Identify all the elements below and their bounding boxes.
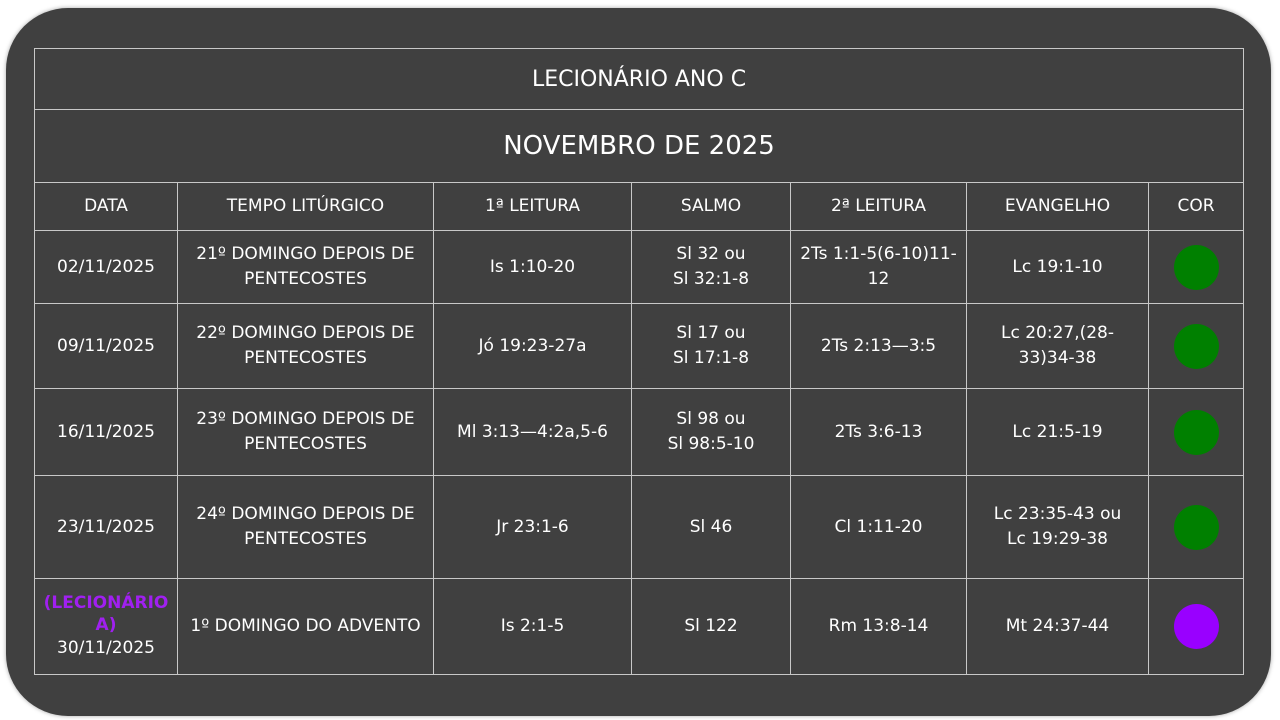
cell-line: Sl 122 <box>684 616 738 636</box>
cell-line: Sl 32:1-8 <box>672 269 750 289</box>
liturgical-color-swatch <box>1174 324 1219 369</box>
gospel-cell <box>967 579 1149 675</box>
month-title: NOVEMBRO DE 2025 <box>35 110 1244 183</box>
table-row <box>35 389 1244 476</box>
cell-line: Sl 98 ou <box>676 409 746 429</box>
cell-line: Sl 32 ou <box>676 244 746 264</box>
header-second-reading: 2ª LEITURA <box>791 183 967 231</box>
season-cell: 21º DOMINGO DEPOIS DE PENTECOSTES <box>178 231 434 304</box>
first-reading-cell: Jr 23:1-6 <box>434 476 632 579</box>
date-value: 09/11/2025 <box>57 335 155 356</box>
liturgical-color-swatch <box>1174 604 1219 649</box>
second-reading-cell: Cl 1:11-20 <box>791 476 967 579</box>
header-psalm: SALMO <box>632 183 791 231</box>
header-first-reading: 1ª LEITURA <box>434 183 632 231</box>
psalm-cell <box>632 389 791 476</box>
lectionary-table <box>34 48 1244 675</box>
month-row <box>35 110 1244 183</box>
cell-line: Sl 46 <box>689 516 733 537</box>
first-reading-cell: Ml 3:13—4:2a,5-6 <box>434 389 632 476</box>
liturgical-color-swatch <box>1174 245 1219 290</box>
gospel-cell <box>967 389 1149 476</box>
cell-line: Lc 23:35-43 ou <box>993 504 1122 524</box>
liturgical-color-swatch <box>1174 505 1219 550</box>
table-body <box>35 231 1244 675</box>
date-value: 02/11/2025 <box>57 256 155 277</box>
psalm-cell <box>632 476 791 579</box>
cell-line: Mt 24:37-44 <box>1005 616 1110 636</box>
season-cell: 23º DOMINGO DEPOIS DE PENTECOSTES <box>178 389 434 476</box>
second-reading-cell: 2Ts 2:13—3:5 <box>791 304 967 389</box>
cell-line: Sl 17 ou <box>676 323 746 343</box>
psalm-cell <box>632 304 791 389</box>
cell-line: Lc 21:5-19 <box>1012 421 1103 442</box>
first-reading-cell: Jó 19:23-27a <box>434 304 632 389</box>
first-reading-cell: Is 1:10-20 <box>434 231 632 304</box>
color-cell <box>1149 389 1244 476</box>
date-cell <box>35 476 178 579</box>
color-cell <box>1149 476 1244 579</box>
season-cell: 22º DOMINGO DEPOIS DE PENTECOSTES <box>178 304 434 389</box>
color-cell <box>1149 579 1244 675</box>
date-cell <box>35 304 178 389</box>
header-gospel: EVANGELHO <box>967 183 1149 231</box>
table-title: LECIONÁRIO ANO C <box>35 49 1244 110</box>
cell-line: Lc 19:29-38 <box>1007 529 1108 549</box>
second-reading-cell: 2Ts 1:1-5(6-10)11-12 <box>791 231 967 304</box>
psalm-cell <box>632 579 791 675</box>
cell-line: Sl 17:1-8 <box>672 348 750 368</box>
date-value: 16/11/2025 <box>57 421 155 442</box>
header-row <box>35 183 1244 231</box>
gospel-cell <box>967 476 1149 579</box>
season-cell: 1º DOMINGO DO ADVENTO <box>178 579 434 675</box>
cell-line: Lc 19:1-10 <box>1012 256 1103 277</box>
gospel-cell <box>967 304 1149 389</box>
date-cell <box>35 231 178 304</box>
table-row <box>35 579 1244 675</box>
lectionary-note: (LECIONÁRIO A) <box>43 593 169 635</box>
title-row <box>35 49 1244 110</box>
table-row <box>35 304 1244 389</box>
second-reading-cell: Rm 13:8-14 <box>791 579 967 675</box>
second-reading-cell: 2Ts 3:6-13 <box>791 389 967 476</box>
table-row <box>35 476 1244 579</box>
cell-line: Lc 20:27,(28-33)34-38 <box>1000 323 1114 368</box>
date-cell <box>35 389 178 476</box>
cell-line: Sl 98:5-10 <box>667 434 755 454</box>
date-value: 30/11/2025 <box>57 638 155 658</box>
color-cell <box>1149 231 1244 304</box>
header-date: DATA <box>35 183 178 231</box>
table-row <box>35 231 1244 304</box>
season-cell: 24º DOMINGO DEPOIS DE PENTECOSTES <box>178 476 434 579</box>
first-reading-cell: Is 2:1-5 <box>434 579 632 675</box>
gospel-cell <box>967 231 1149 304</box>
liturgical-color-swatch <box>1174 410 1219 455</box>
header-color: COR <box>1149 183 1244 231</box>
color-cell <box>1149 304 1244 389</box>
date-cell <box>35 579 178 675</box>
date-value: 23/11/2025 <box>57 516 155 537</box>
psalm-cell <box>632 231 791 304</box>
header-season: TEMPO LITÚRGICO <box>178 183 434 231</box>
